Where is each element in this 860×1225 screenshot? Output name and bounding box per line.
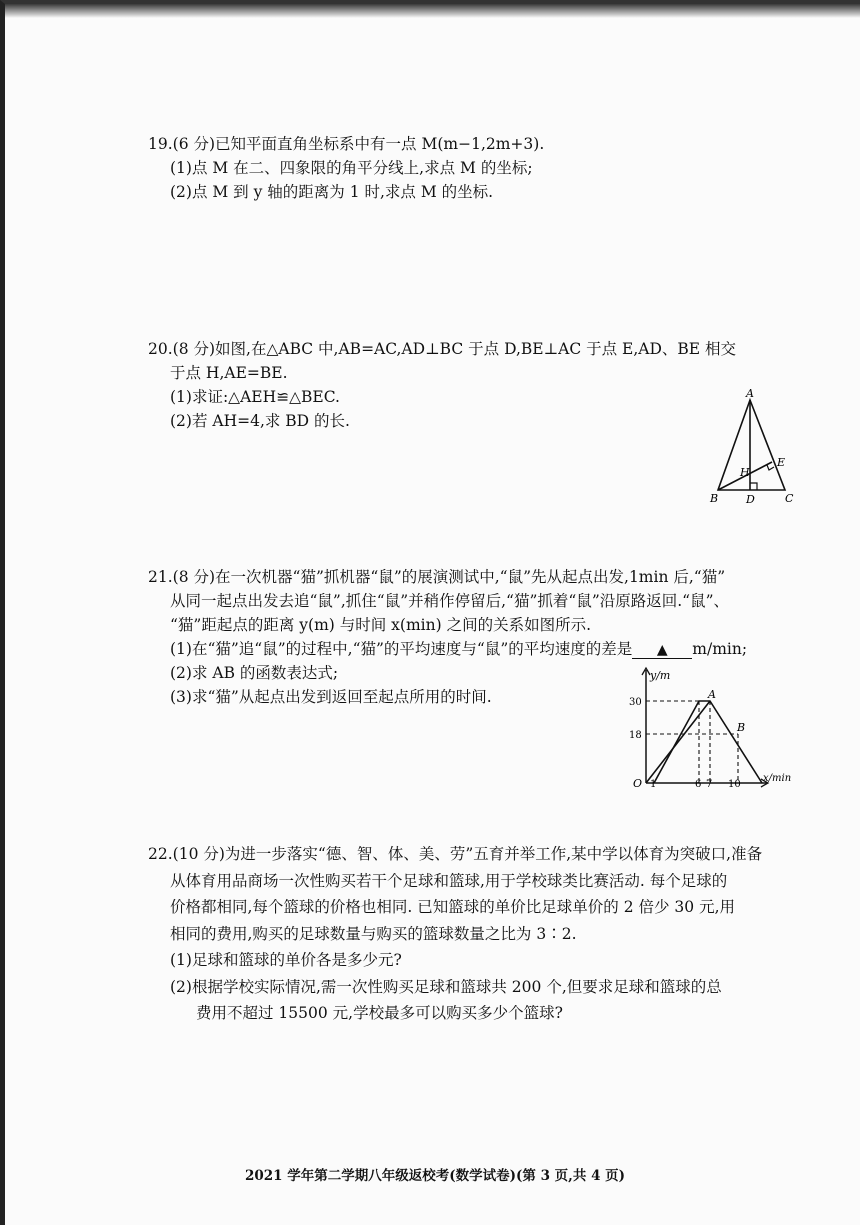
question-score: (8 分) <box>172 568 216 586</box>
sub-question-2: (2)求 AB 的函数表达式; <box>170 664 339 682</box>
right-angle-d <box>750 483 757 490</box>
y-tick-18: 18 <box>629 730 642 741</box>
question-number: 20. <box>148 340 173 358</box>
label-b: B <box>710 492 719 505</box>
sub-question-3: (3)求“猫”从起点出发到返回至起点所用的时间. <box>170 688 492 706</box>
question-number: 19. <box>148 135 173 153</box>
question-text: 在一次机器“猫”抓机器“鼠”的展演测试中,“鼠”先从起点出发,1min 后,“猫” <box>215 568 726 586</box>
question-text: 已知平面直角坐标系中有一点 M(m−1,2m+3). <box>215 135 545 153</box>
sub-question-1: (1)点 M 在二、四象限的角平分线上,求点 M 的坐标; <box>170 159 533 177</box>
scan-edge-shadow <box>5 4 860 18</box>
x-tick-1: 1 <box>650 779 657 789</box>
question-text-continued: 价格都相同,每个篮球的价格也相同. 已知篮球的单价比足球单价的 2 倍少 30 元,用 <box>170 898 736 916</box>
mouse-line <box>646 701 710 783</box>
origin-label: O <box>633 777 643 789</box>
sub-question-2: (2)根据学校实际情况,需一次性购买足球和篮球共 200 个,但要求足球和篮球的总 <box>170 977 722 996</box>
question-text: 为进一步落实“德、智、体、美、劳”五育并举工作,某中学以体育为突破口,准备 <box>224 845 763 863</box>
label-c: C <box>785 492 794 505</box>
sub-question-2-continued: 费用不超过 15500 元,学校最多可以购买多少个篮球? <box>196 1004 563 1022</box>
label-a: A <box>746 387 754 400</box>
x-tick-10: 10 <box>728 779 741 789</box>
label-d: D <box>746 493 755 506</box>
question-score: (8 分) <box>172 340 216 358</box>
sub-question-2: (2)若 AH=4,求 BD 的长. <box>170 412 350 430</box>
question-text-continued: 从同一起点出发去追“鼠”,抓住“鼠”并稍作停留后,“猫”抓着“鼠”沿原路返回.“鼠”、 <box>170 592 730 610</box>
sub-question-1: (1)足球和篮球的单价各是多少元? <box>170 951 402 969</box>
x-tick-7: 7 <box>706 779 713 789</box>
y-tick-30: 30 <box>629 697 642 708</box>
point-b-label: B <box>737 721 746 734</box>
answer-blank <box>632 641 692 659</box>
question-20 <box>148 337 736 433</box>
point-a-label: A <box>708 688 716 701</box>
triangle-abc <box>718 400 785 490</box>
triangle-mark: ▲ <box>656 642 668 658</box>
question-22 <box>148 841 762 1027</box>
right-angle-e <box>767 465 774 470</box>
question-score: (10 分) <box>172 845 225 863</box>
sub-question-2: (2)点 M 到 y 轴的距离为 1 时,求点 M 的坐标. <box>170 183 494 201</box>
y-axis-label: y/m <box>650 669 671 682</box>
x-tick-6: 6 <box>695 779 702 789</box>
question-text: 如图,在△ABC 中,AB=AC,AD⊥BC 于点 D,BE⊥AC 于点 E,AD、BE 相交 <box>215 340 737 358</box>
page-footer: 2021 学年第二学期八年级返校考(数学试卷)(第 3 页,共 4 页) <box>244 1168 626 1184</box>
question-text-continued: 从体育用品商场一次性购买若干个足球和篮球,用于学校球类比赛活动. 每个足球的 <box>170 871 728 890</box>
sub-question-1: (1)求证:△AEH≌△BEC. <box>170 388 340 406</box>
label-e: E <box>777 456 786 469</box>
question-text-continued: “猫”距起点的距离 y(m) 与时间 x(min) 之间的关系如图所示. <box>170 616 592 634</box>
sub-question-1: (1)在“猫”追“鼠”的过程中,“猫”的平均速度与“鼠”的平均速度的差是 ▲ m/min; <box>170 640 748 658</box>
question-number: 21. <box>148 568 173 586</box>
question-text-continued: 于点 H,AE=BE. <box>170 364 288 382</box>
question-number: 22. <box>148 845 173 863</box>
x-axis-label: x/min <box>763 773 792 784</box>
unit-text: m/min; <box>692 640 748 658</box>
question-19 <box>148 132 544 204</box>
triangle-figure <box>705 386 805 511</box>
cat-line <box>654 701 762 783</box>
question-score: (6 分) <box>172 135 216 153</box>
distance-time-graph <box>617 664 812 789</box>
label-h: H <box>740 466 750 479</box>
question-text-continued: 相同的费用,购买的足球数量与购买的篮球数量之比为 3∶2. <box>170 924 577 943</box>
